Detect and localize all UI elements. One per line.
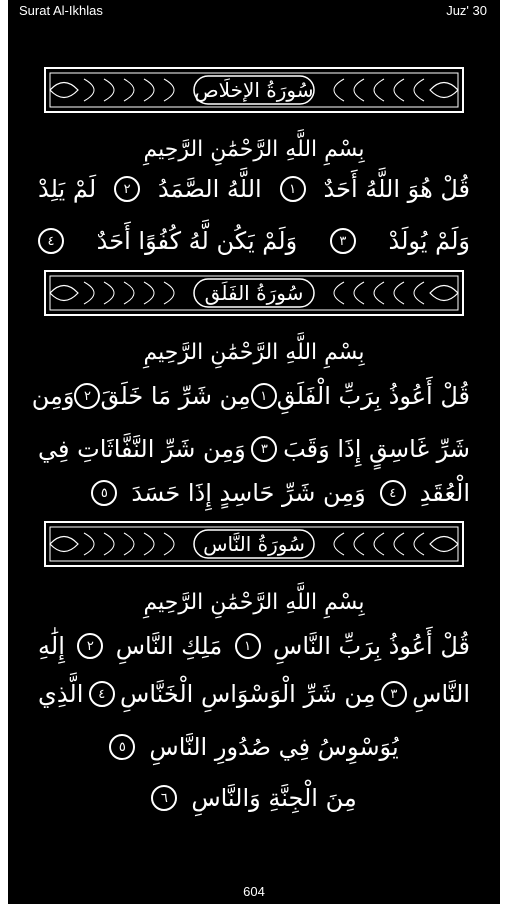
verse-text: لَمْ يَلِدْ bbox=[38, 175, 97, 203]
ayah-marker-icon: ٤ bbox=[38, 228, 64, 254]
ayah-marker-icon: ٢ bbox=[74, 383, 100, 409]
basmala: بِسْمِ اللَّهِ الرَّحْمَٰنِ الرَّحِيمِ bbox=[143, 340, 365, 365]
ayah-marker-icon: ٤ bbox=[380, 480, 406, 506]
ayah-marker-icon: ١ bbox=[235, 633, 261, 659]
surah-title: سُورَةُ الفَلَق bbox=[204, 281, 304, 305]
verse-line bbox=[38, 628, 470, 664]
ayah-marker-icon: ٢ bbox=[77, 633, 103, 659]
ayah-marker-icon: ١ bbox=[280, 176, 306, 202]
verse-text: مِنَ الْجِنَّةِ وَالنَّاسِ bbox=[191, 784, 357, 812]
surah-header-falaq bbox=[44, 270, 464, 316]
page-background bbox=[8, 0, 500, 904]
ayah-marker-icon: ٣ bbox=[330, 228, 356, 254]
ayah-marker-icon: ٢ bbox=[114, 176, 140, 202]
verse-line bbox=[38, 475, 470, 511]
verse-text: وَمِن شَرِّ النَّفَّاثَاتِ فِي bbox=[38, 435, 246, 463]
verse-line bbox=[38, 171, 470, 207]
verse-text: شَرِّ غَاسِقٍ إِذَا وَقَبَ bbox=[283, 435, 470, 463]
verse-text: قُلْ هُوَ اللَّهُ أَحَدٌ bbox=[323, 175, 470, 203]
verse-line bbox=[31, 378, 470, 414]
verse-text: اللَّهُ الصَّمَدُ bbox=[157, 175, 262, 203]
ayah-marker-icon: ٦ bbox=[151, 785, 177, 811]
surah-title: سُورَةُ الإخلَاص bbox=[194, 78, 314, 102]
verse-text: يُوَسْوِسُ فِي صُدُورِ النَّاسِ bbox=[149, 733, 399, 761]
verse-line bbox=[38, 676, 470, 712]
verse-text: مِن شَرِّ مَا خَلَقَ bbox=[100, 382, 251, 410]
verse-text: مِن شَرِّ الْوَسْوَاسِ الْخَنَّاسِ bbox=[120, 680, 376, 708]
ayah-marker-icon: ٥ bbox=[91, 480, 117, 506]
surah-header-ikhlas bbox=[44, 67, 464, 113]
verse-line bbox=[38, 729, 470, 765]
top-bar bbox=[8, 0, 500, 22]
verse-line bbox=[38, 780, 470, 816]
verse-text: وَمِن bbox=[31, 382, 75, 410]
basmala: بِسْمِ اللَّهِ الرَّحْمَٰنِ الرَّحِيمِ bbox=[143, 590, 365, 615]
surah-title: سُورَةُ النَّاس bbox=[203, 532, 305, 556]
juz-label: Juz' 30 bbox=[446, 3, 487, 18]
verse-text: الْعُقَدِ bbox=[419, 479, 470, 507]
verse-line bbox=[38, 431, 470, 467]
surah-header-nas bbox=[44, 521, 464, 567]
page-number: 604 bbox=[243, 884, 265, 899]
basmala: بِسْمِ اللَّهِ الرَّحْمَٰنِ الرَّحِيمِ bbox=[143, 137, 365, 162]
surah-name-label: Surat Al-Ikhlas bbox=[19, 3, 103, 18]
verse-text: النَّاسِ bbox=[412, 680, 470, 708]
verse-text: وَمِن شَرِّ حَاسِدٍ إِذَا حَسَدَ bbox=[131, 479, 366, 507]
verse-text: الَّذِي bbox=[38, 680, 84, 708]
verse-text: وَلَمْ يُولَدْ bbox=[388, 227, 470, 255]
verse-text: وَلَمْ يَكُن لَّهُ كُفُوًا أَحَدٌ bbox=[96, 227, 298, 255]
ayah-marker-icon: ٥ bbox=[109, 734, 135, 760]
verse-text: مَلِكِ النَّاسِ bbox=[115, 632, 223, 660]
ayah-marker-icon: ١ bbox=[251, 383, 277, 409]
verse-text: إِلَٰهِ bbox=[38, 632, 65, 660]
verse-text: قُلْ أَعُوذُ بِرَبِّ النَّاسِ bbox=[273, 632, 470, 660]
verse-line bbox=[38, 223, 470, 259]
ayah-marker-icon: ٤ bbox=[89, 681, 115, 707]
ayah-marker-icon: ٣ bbox=[381, 681, 407, 707]
verse-text: قُلْ أَعُوذُ بِرَبِّ الْفَلَقِ bbox=[276, 382, 470, 410]
ayah-marker-icon: ٣ bbox=[251, 436, 277, 462]
